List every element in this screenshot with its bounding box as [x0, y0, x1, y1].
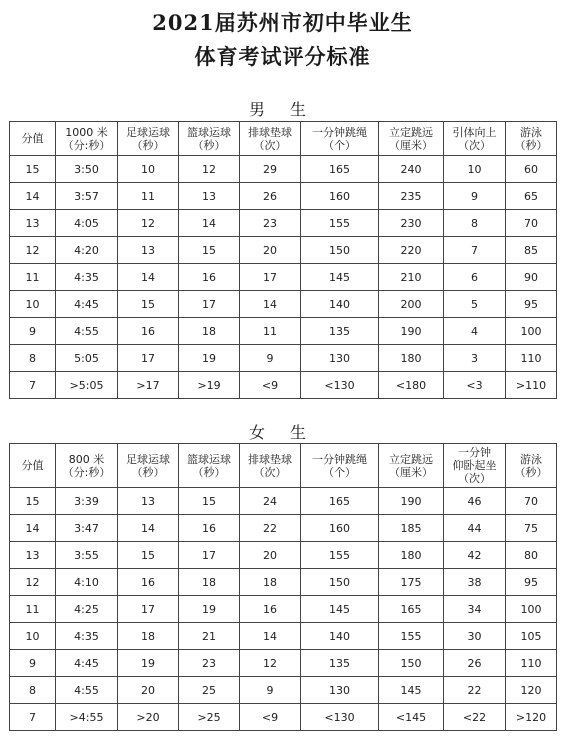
table-cell: 10	[10, 291, 56, 318]
column-header-line: （次）	[253, 465, 287, 479]
table-cell: 150	[301, 569, 379, 596]
column-header	[506, 444, 557, 488]
table-cell: 165	[379, 596, 444, 623]
table-header-row	[10, 444, 557, 488]
table-cell: 3	[444, 345, 506, 372]
table-cell: 13	[10, 210, 56, 237]
table-cell: 3:57	[56, 183, 118, 210]
table-cell: 110	[506, 650, 557, 677]
page-subtitle: 体育考试评分标准	[194, 44, 371, 69]
column-header-line: （次）	[458, 472, 491, 485]
table-cell: 13	[179, 183, 240, 210]
column-header	[240, 444, 301, 488]
table-row	[10, 650, 557, 677]
table-row	[10, 704, 557, 731]
table-row	[10, 210, 557, 237]
table-cell: 11	[240, 318, 301, 345]
table-cell: <3	[444, 372, 506, 399]
table-cell: 160	[301, 183, 379, 210]
table-cell: 3:55	[56, 542, 118, 569]
female-section-heading: 女 生	[248, 423, 317, 442]
column-header	[56, 122, 118, 156]
table-cell: 10	[118, 156, 179, 183]
table-cell: 75	[506, 515, 557, 542]
table-cell: 17	[179, 542, 240, 569]
column-header-line: 1000 米	[65, 125, 108, 139]
table-cell: 12	[118, 210, 179, 237]
table-cell: 14	[240, 623, 301, 650]
table-cell: 4:25	[56, 596, 118, 623]
column-header	[56, 444, 118, 488]
table-cell: 4:45	[56, 291, 118, 318]
table-cell: 22	[240, 515, 301, 542]
table-cell: 29	[240, 156, 301, 183]
table-cell: 150	[379, 650, 444, 677]
table-cell: 210	[379, 264, 444, 291]
table-header-row	[10, 122, 557, 156]
table-cell: 14	[10, 183, 56, 210]
table-cell: <180	[379, 372, 444, 399]
table-cell: >110	[506, 372, 557, 399]
table-cell: <22	[444, 704, 506, 731]
table-cell: 16	[118, 318, 179, 345]
table-cell: 19	[179, 596, 240, 623]
column-header-line: （秒）	[514, 465, 548, 479]
table-cell: 17	[118, 345, 179, 372]
table-cell: 4:55	[56, 677, 118, 704]
table-cell: 21	[179, 623, 240, 650]
column-header-line: 篮球运球	[187, 125, 231, 139]
table-cell: <145	[379, 704, 444, 731]
column-header-line: 排球垫球	[248, 125, 292, 139]
table-cell: 19	[118, 650, 179, 677]
table-row	[10, 569, 557, 596]
column-header-line: 游泳	[520, 125, 542, 139]
column-header-line: 游泳	[520, 452, 542, 466]
table-cell: >17	[118, 372, 179, 399]
table-row	[10, 345, 557, 372]
column-header-line: （秒）	[514, 138, 548, 152]
table-cell: 13	[118, 488, 179, 515]
table-cell: 46	[444, 488, 506, 515]
table-cell: 10	[444, 156, 506, 183]
table-cell: 23	[240, 210, 301, 237]
column-header-line: （秒）	[131, 138, 165, 152]
table-cell: 240	[379, 156, 444, 183]
table-cell: >5:05	[56, 372, 118, 399]
table-cell: 165	[301, 488, 379, 515]
table-cell: 80	[506, 542, 557, 569]
table-cell: 140	[301, 623, 379, 650]
table-cell: 12	[10, 569, 56, 596]
table-cell: 155	[301, 210, 379, 237]
page-title: 2021届苏州市初中毕业生	[152, 10, 413, 35]
column-header	[240, 122, 301, 156]
table-cell: 3:47	[56, 515, 118, 542]
table-cell: <130	[301, 704, 379, 731]
table-cell: 5	[444, 291, 506, 318]
table-cell: 9	[10, 650, 56, 677]
table-cell: 14	[118, 515, 179, 542]
column-header-line: （秒）	[192, 138, 226, 152]
table-cell: >4:55	[56, 704, 118, 731]
column-header-line: （秒）	[131, 465, 165, 479]
table-cell: 4:55	[56, 318, 118, 345]
table-cell: 145	[301, 264, 379, 291]
table-cell: 14	[118, 264, 179, 291]
table-cell: 190	[379, 488, 444, 515]
column-header-line: （秒）	[192, 465, 226, 479]
table-cell: 230	[379, 210, 444, 237]
table-cell: 9	[10, 318, 56, 345]
table-cell: 235	[379, 183, 444, 210]
column-header-line: 一分钟跳绳	[312, 125, 367, 139]
column-header	[506, 122, 557, 156]
table-cell: <130	[301, 372, 379, 399]
table-cell: 12	[179, 156, 240, 183]
table-cell: 15	[10, 488, 56, 515]
table-cell: 18	[179, 318, 240, 345]
table-cell: 150	[301, 237, 379, 264]
column-header-line: 足球运球	[126, 125, 170, 139]
table-cell: 100	[506, 318, 557, 345]
table-cell: 7	[10, 704, 56, 731]
column-header	[444, 444, 506, 488]
table-cell: 20	[240, 237, 301, 264]
column-header-line: 分值	[21, 132, 44, 145]
table-cell: 6	[444, 264, 506, 291]
female-score-table	[9, 443, 557, 731]
table-cell: 190	[379, 318, 444, 345]
table-cell: 9	[240, 345, 301, 372]
table-cell: 44	[444, 515, 506, 542]
table-cell: 9	[444, 183, 506, 210]
column-header	[301, 122, 379, 156]
table-cell: 24	[240, 488, 301, 515]
table-cell: 16	[240, 596, 301, 623]
table-cell: >20	[118, 704, 179, 731]
column-header-line: （分:秒）	[62, 465, 111, 479]
column-header-line: （次）	[253, 138, 287, 152]
column-header-line: （厘米）	[389, 138, 433, 152]
column-header	[179, 444, 240, 488]
table-cell: 155	[301, 542, 379, 569]
table-cell: 4:35	[56, 264, 118, 291]
table-cell: 4:35	[56, 623, 118, 650]
table-cell: 105	[506, 623, 557, 650]
table-cell: 4:20	[56, 237, 118, 264]
column-header	[118, 122, 179, 156]
table-cell: >120	[506, 704, 557, 731]
table-cell: 20	[118, 677, 179, 704]
table-row	[10, 156, 557, 183]
table-cell: 60	[506, 156, 557, 183]
table-cell: 220	[379, 237, 444, 264]
table-cell: 17	[179, 291, 240, 318]
table-cell: <9	[240, 704, 301, 731]
table-cell: 4:10	[56, 569, 118, 596]
column-header-line: （厘米）	[389, 465, 433, 479]
table-cell: 8	[10, 677, 56, 704]
column-header	[444, 122, 506, 156]
table-row	[10, 318, 557, 345]
table-cell: 7	[444, 237, 506, 264]
table-cell: 70	[506, 488, 557, 515]
table-cell: 13	[118, 237, 179, 264]
table-cell: 140	[301, 291, 379, 318]
table-cell: 70	[506, 210, 557, 237]
table-cell: 130	[301, 345, 379, 372]
table-cell: 4:45	[56, 650, 118, 677]
table-cell: 26	[240, 183, 301, 210]
male-section-heading: 男 生	[248, 100, 317, 119]
table-row	[10, 677, 557, 704]
table-cell: 9	[240, 677, 301, 704]
table-row	[10, 237, 557, 264]
table-cell: 17	[118, 596, 179, 623]
table-cell: 16	[179, 515, 240, 542]
table-cell: 12	[240, 650, 301, 677]
table-cell: 160	[301, 515, 379, 542]
table-cell: <9	[240, 372, 301, 399]
table-row	[10, 542, 557, 569]
table-cell: 175	[379, 569, 444, 596]
table-cell: 34	[444, 596, 506, 623]
column-header	[10, 122, 56, 156]
table-cell: 38	[444, 569, 506, 596]
column-header-line: （个）	[323, 465, 356, 479]
table-cell: 95	[506, 291, 557, 318]
column-header-line: 引体向上	[452, 125, 497, 139]
column-header	[379, 122, 444, 156]
table-cell: 15	[10, 156, 56, 183]
table-cell: 135	[301, 650, 379, 677]
column-header-line: 排球垫球	[248, 452, 292, 466]
table-cell: 30	[444, 623, 506, 650]
table-cell: 14	[179, 210, 240, 237]
column-header-line: 分值	[21, 459, 44, 472]
table-cell: 135	[301, 318, 379, 345]
column-header-line: （次）	[458, 138, 491, 152]
table-cell: 7	[10, 372, 56, 399]
table-cell: 11	[10, 596, 56, 623]
column-header	[379, 444, 444, 488]
table-cell: 13	[10, 542, 56, 569]
column-header	[301, 444, 379, 488]
table-cell: 8	[444, 210, 506, 237]
table-cell: 145	[379, 677, 444, 704]
column-header-line: （个）	[323, 138, 356, 152]
table-cell: 3:50	[56, 156, 118, 183]
table-cell: 18	[179, 569, 240, 596]
table-cell: 95	[506, 569, 557, 596]
table-row	[10, 488, 557, 515]
table-cell: 16	[118, 569, 179, 596]
column-header-line: （分:秒）	[62, 138, 111, 152]
column-header-line: 仰卧起坐	[452, 459, 497, 472]
table-cell: 11	[10, 264, 56, 291]
table-cell: 18	[118, 623, 179, 650]
table-cell: 20	[240, 542, 301, 569]
table-cell: 16	[179, 264, 240, 291]
column-header	[118, 444, 179, 488]
table-cell: 23	[179, 650, 240, 677]
table-cell: 15	[179, 237, 240, 264]
table-cell: 65	[506, 183, 557, 210]
table-cell: >25	[179, 704, 240, 731]
table-cell: 130	[301, 677, 379, 704]
table-cell: 12	[10, 237, 56, 264]
column-header-line: 一分钟跳绳	[312, 452, 367, 466]
column-header-line: 篮球运球	[187, 452, 231, 466]
table-cell: 15	[118, 291, 179, 318]
table-cell: 14	[10, 515, 56, 542]
table-cell: 155	[379, 623, 444, 650]
table-row	[10, 596, 557, 623]
table-cell: 19	[179, 345, 240, 372]
table-cell: 3:39	[56, 488, 118, 515]
column-header-line: 一分钟	[458, 446, 491, 459]
table-row	[10, 372, 557, 399]
table-cell: 90	[506, 264, 557, 291]
table-cell: 8	[10, 345, 56, 372]
table-row	[10, 291, 557, 318]
column-header	[10, 444, 56, 488]
column-header-line: 立定跳远	[389, 125, 433, 139]
table-cell: 120	[506, 677, 557, 704]
table-cell: 18	[240, 569, 301, 596]
table-cell: 42	[444, 542, 506, 569]
column-header	[179, 122, 240, 156]
table-cell: 25	[179, 677, 240, 704]
table-cell: 145	[301, 596, 379, 623]
male-score-table	[9, 121, 557, 399]
column-header-line: 足球运球	[126, 452, 170, 466]
table-cell: 110	[506, 345, 557, 372]
table-cell: 4	[444, 318, 506, 345]
table-row	[10, 264, 557, 291]
table-cell: 4:05	[56, 210, 118, 237]
table-cell: 5:05	[56, 345, 118, 372]
table-cell: 200	[379, 291, 444, 318]
table-cell: 180	[379, 345, 444, 372]
column-header-line: 800 米	[68, 452, 105, 466]
table-row	[10, 623, 557, 650]
table-row	[10, 183, 557, 210]
table-cell: 26	[444, 650, 506, 677]
table-cell: 17	[240, 264, 301, 291]
table-row	[10, 515, 557, 542]
column-header-line: 立定跳远	[389, 452, 433, 466]
table-cell: >19	[179, 372, 240, 399]
table-cell: 100	[506, 596, 557, 623]
table-cell: 14	[240, 291, 301, 318]
table-cell: 10	[10, 623, 56, 650]
table-cell: 180	[379, 542, 444, 569]
table-cell: 15	[179, 488, 240, 515]
table-cell: 15	[118, 542, 179, 569]
table-cell: 11	[118, 183, 179, 210]
table-cell: 165	[301, 156, 379, 183]
table-cell: 22	[444, 677, 506, 704]
table-cell: 85	[506, 237, 557, 264]
table-cell: 185	[379, 515, 444, 542]
